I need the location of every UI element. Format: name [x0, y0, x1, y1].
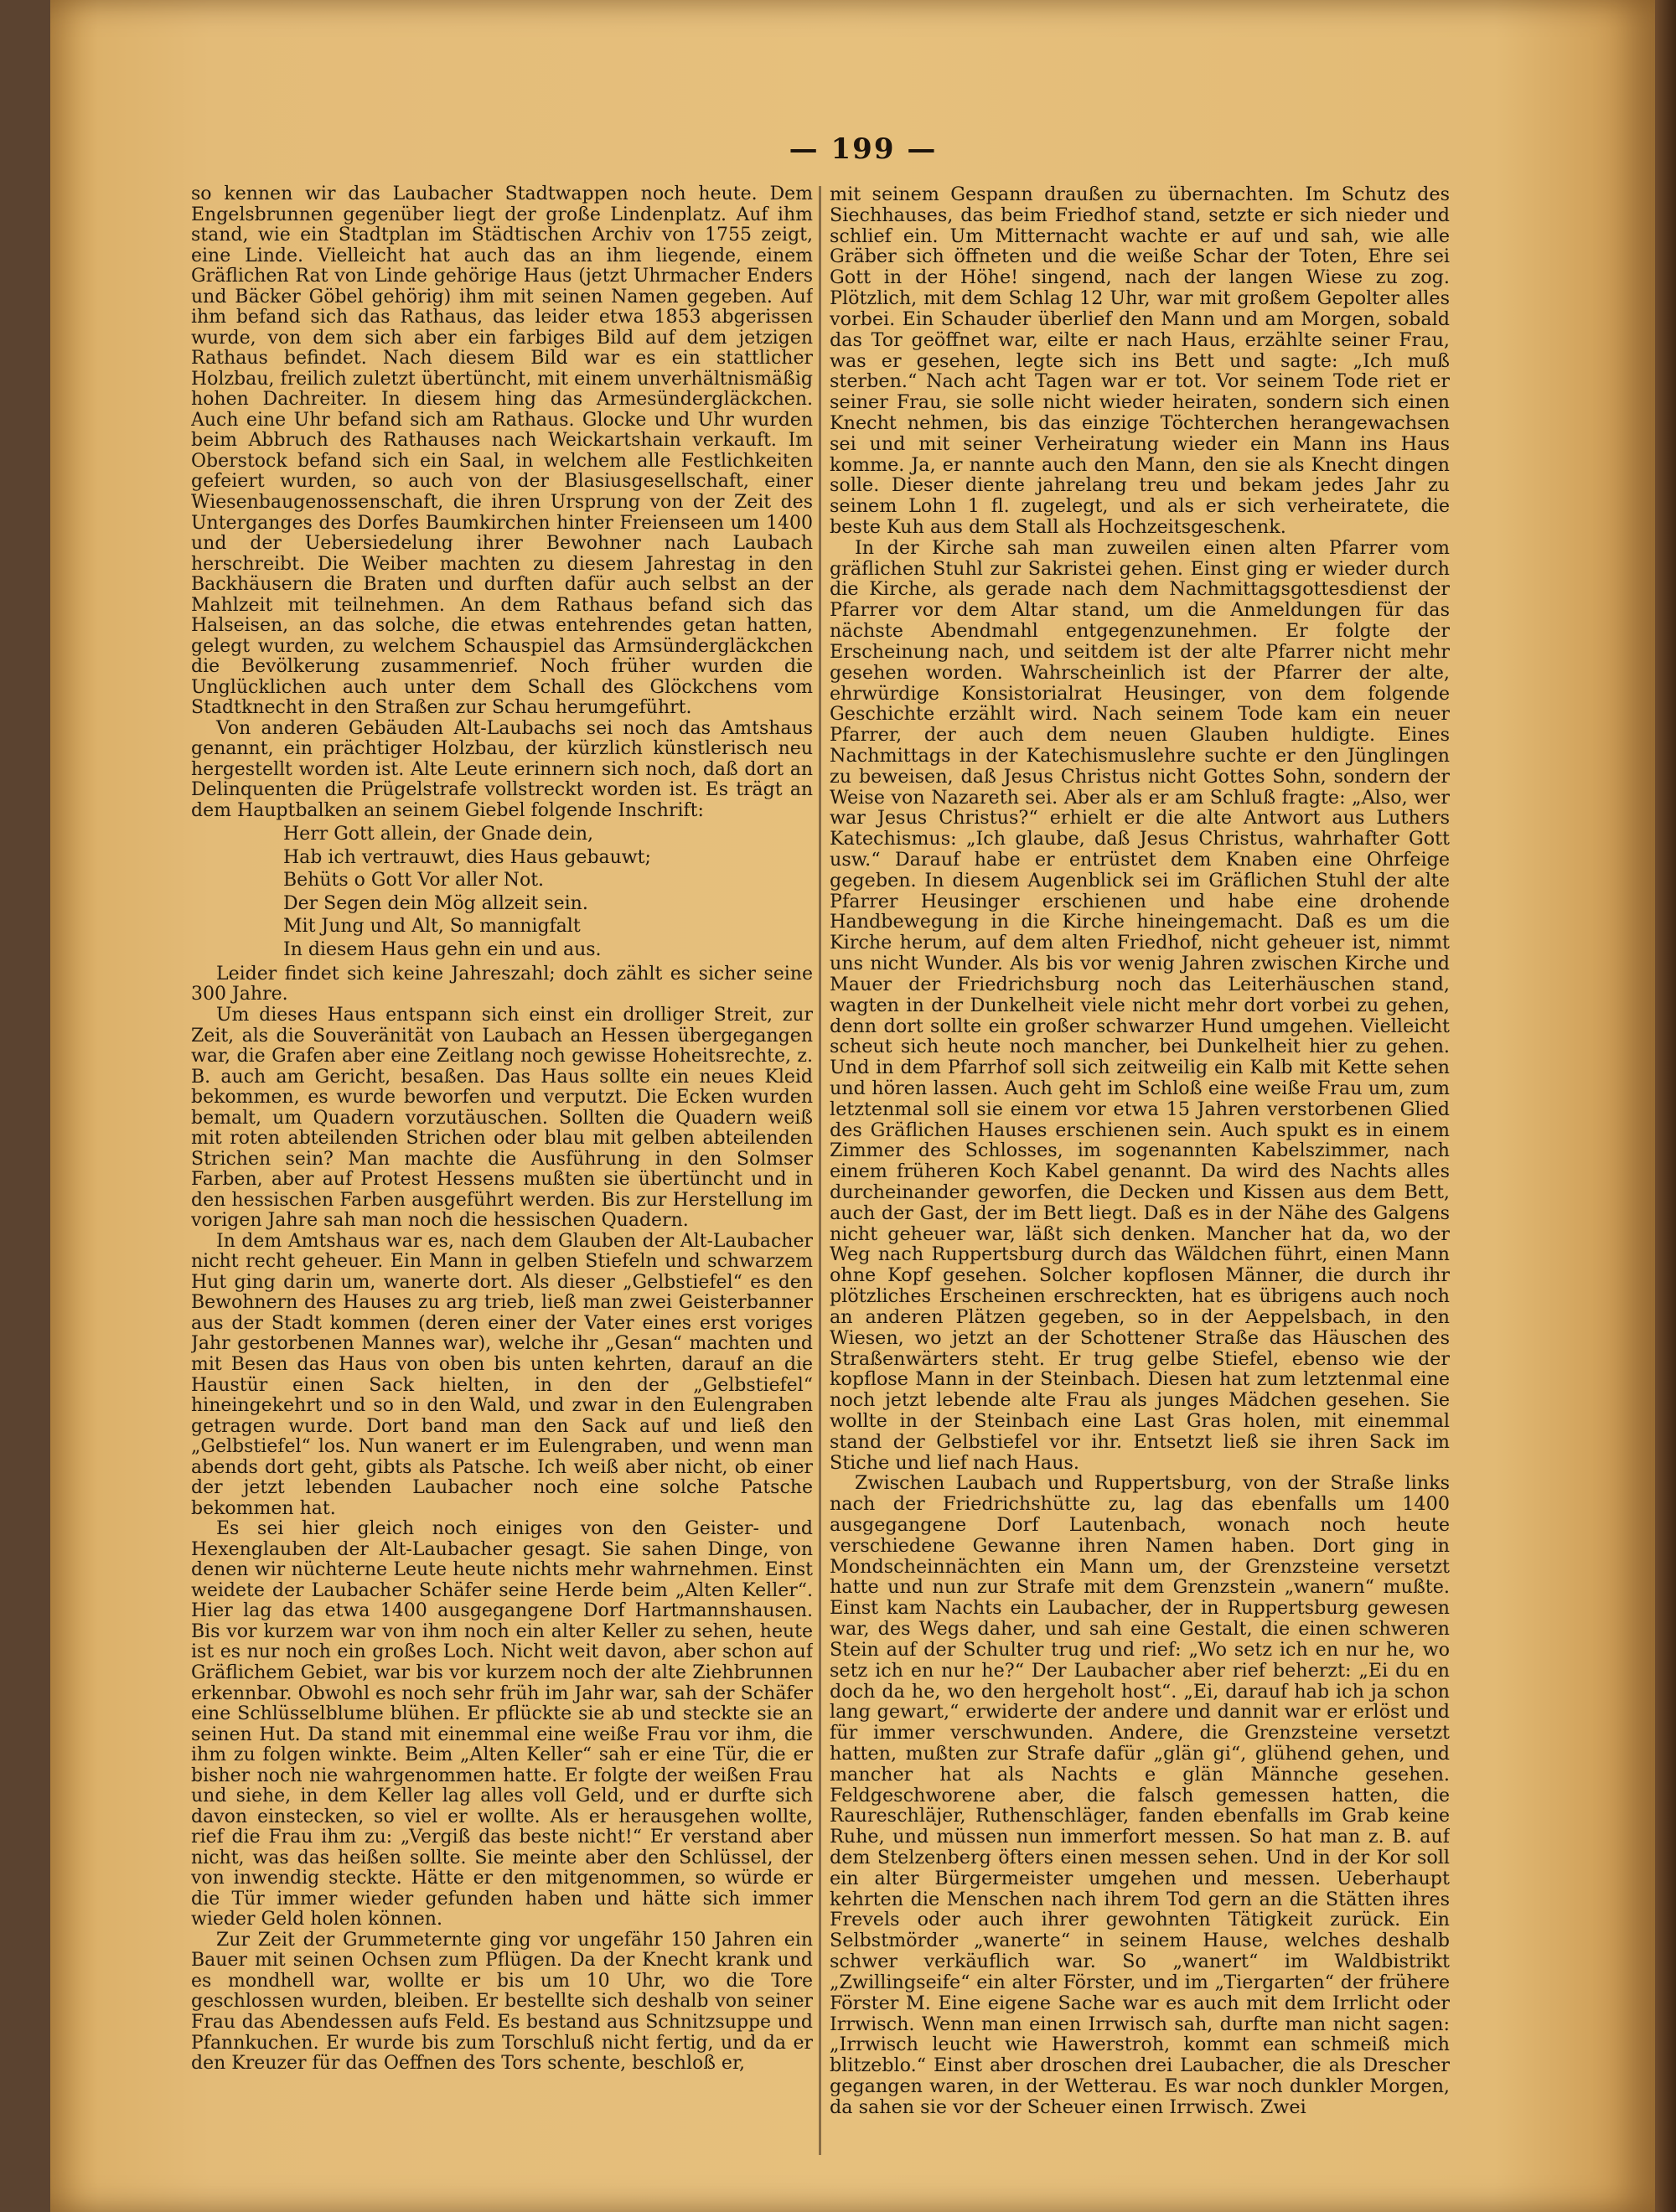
verse-line: Herr Gott allein, der Gnade dein,	[283, 824, 593, 845]
inscription-verse	[283, 823, 813, 960]
verse-line: In diesem Haus gehn ein und aus.	[283, 938, 602, 960]
paragraph: so kennen wir das Laubacher Stadtwappen noch heute. Dem Engelsbrunnen gegenüber liegt der große Lindenplatz. Auf ihm stand, wie ein Stadtplan im Städtischen Archiv von 1755 zeigt, eine Linde. Vielleicht hat auch das an ihm liegende, einem Gräflichen Rat von Linde gehörige Haus (jetzt Uhrmacher Enders und Bäcker Göbel gehörig) ihm mit seinen Namen gegeben. Auf ihm befand sich das Rathaus, das leider etwa 1853 abgerissen wurde, von dem sich aber ein farbiges Bild auf dem jetzigen Rathaus befindet. Nach diesem Bild war es ein stattlicher Holzbau, freilich zuletzt übertüncht, mit einem unverhältnismäßig hohen Dachreiter. In diesem hing das Armesündergläckchen. Auch eine Uhr befand sich am Rathaus. Glocke und Uhr wurden beim Abbruch des Rathauses nach Weickartshain verkauft. Im Oberstock befand sich ein Saal, in welchem alle Festlichkeiten gefeiert wurden, so auch von der Blasiusgesellschaft, einer Wiesenbaugenossenschaft, die ihren Ursprung von der Zeit des Unterganges des Dorfes Baumkirchen hinter Freienseen um 1400 und der Uebersiedelung ihrer Bewohner nach Laubach herschreibt. Die Weiber machten zu diesem Jahrestag in den Backhäusern die Braten und durften dafür auch selbst an der Mahlzeit mit teilnehmen. An dem Rathaus befand sich das Halseisen, an das solche, die etwas entehrendes getan hatten, gelegt wurden, zu welchem Schauspiel das Armsündergläckchen die Bevölkerung zusammenrief. Noch früher wurden die Unglücklichen auch unter dem Schall des Glöckchens vom Stadtknecht in den Straßen zur Schau herumgeführt.	[191, 184, 813, 719]
verse-line: Hab ich vertrauwt, dies Haus gebauwt;	[283, 846, 651, 868]
paragraph: mit seinem Gespann draußen zu übernachten. Im Schutz des Siechhauses, das beim Friedhof stand, setzte er sich nieder und schlief ein. Um Mitternacht wachte er auf und sah, wie alle Gräber sich öffneten und die weiße Schar der Toten, Ehre sei Gott in der Höhe! singend, nach der langen Wiese zu zog. Plötzlich, mit dem Schlag 12 Uhr, war mit großem Gepolter alles vorbei. Ein Schauder überlief den Mann und am Morgen, sobald das Tor geöffnet war, eilte er nach Haus, erzählte seiner Frau, was er gesehen, legte sich ins Bett und sagte: „Ich muß sterben.“ Nach acht Tagen war er tot. Vor seinem Tode riet er seiner Frau, sie solle nicht wieder heiraten, sondern sich einen Knecht nehmen, bis das einzige Töchterchen herangewachsen sei und mit seiner Verheiratung wieder ein Mann ins Haus komme. Ja, er nannte auch den Mann, den sie als Knecht dingen solle. Dieser diente jahrelang treu und bekam jedes Jahr zu seinem Lohn 1 fl. zugelegt, und als er sich verheiratete, die beste Kuh aus dem Stall als Hochzeitsgeschenk.	[830, 184, 1450, 538]
paragraph: Von anderen Gebäuden Alt-Laubachs sei noch das Amtshaus genannt, ein prächtiger Holzbau, der kürzlich künstlerisch neu hergestellt worden ist. Alte Leute erinnern sich noch, daß dort an Delinquenten die Prügelstrafe vollstreckt worden ist. Es trägt an dem Hauptbalken an seinem Giebel folgende Inschrift:	[191, 717, 813, 821]
paragraph: Zwischen Laubach und Ruppertsburg, von der Straße links nach der Friedrichshütte zu, lag das ebenfalls um 1400 ausgegangene Dorf Lautenbach, wonach noch heute verschiedene Gewanne ihren Namen haben. Dort ging in Mondscheinnächten ein Mann um, der Grenzsteine versetzt hatte und nun zur Strafe mit dem Grenzstein „wanern“ mußte. Einst kam Nachts ein Laubacher, der in Ruppertsburg gewesen war, des Wegs daher, und sah eine Gestalt, die einen schweren Stein auf der Schulter trug und rief: „Wo setz ich en nur he, wo setz ich en nur he?“ Der Laubacher aber rief beherzt: „Ei du en doch da he, wo den hergeholt host“. „Ei, darauf hab ich ja schon lang gewart,“ erwiderte der andere und dannit war er erlöst und für immer verschwunden. Andere, die Grenzsteine versetzt hatten, mußten zur Strafe dafür „glän gi“, glühend gehen, und mancher hat als Nachts e glän Männche gesehen. Feldgeschworene aber, die falsch gemessen hatten, die Raureschläjer, Ruthenschläger, fanden ebenfalls im Grab keine Ruhe, und müssen nun immerfort messen. So hat man z. B. auf dem Stelzenberg öfters einen messen sehen. Und in der Kor soll ein alter Bürgermeister umgehen und messen. Ueberhaupt kehrten die Menschen nach ihrem Tod gern an die Stätten ihres Frevels oder auch ihrer gewohnten Tätigkeit zurück. Ein Selbstmörder „wanerte“ in seinem Hause, welches deshalb schwer verkäuflich war. So „wanert“ im Waldbistrikt „Zwillingseife“ ein alter Förster, und im „Tiergarten“ der frühere Förster M. Eine eigene Sache war es auch mit dem Irrlicht oder Irrwisch. Wenn man einen Irrwisch sah, durfte man nicht sagen: „Irrwisch leucht wie Hawerstroh, kommt ean schmeiß mich blitzeblo.“ Einst aber droschen drei Laubacher, die als Drescher gegangen waren, in der Wetterau. Es war noch dunkler Morgen, da sahen sie vor der Scheuer einen Irrwisch. Zwei	[830, 1472, 1450, 2118]
column-divider	[819, 186, 821, 2155]
verse-line: Der Segen dein Mög allzeit sein.	[283, 892, 588, 914]
right-column	[830, 184, 1450, 2153]
paragraph: In der Kirche sah man zuweilen einen alten Pfarrer vom gräflichen Stuhl zur Sakristei gehen. Einst ging er wieder durch die Kirche, als gerade nach dem Nachmittagsgottesdienst der Pfarrer vor dem Altar stand, um die Anmeldungen für das nächste Abendmahl entgegenzunehmen. Er folgte der Erscheinung nach, und seitdem ist der alte Pfarrer nicht mehr gesehen worden. Wahrscheinlich ist der Pfarrer der alte, ehrwürdige Konsistorialrat Heusinger, von dem folgende Geschichte erzählt wird. Nach seinem Tode kam ein neuer Pfarrer, der auch dem neuen Glauben huldigte. Eines Nachmittags in der Katechismuslehre suchte er den Jünglingen zu beweisen, daß Jesus Christus nicht Gottes Sohn, sondern der Weise von Nazareth sei. Aber als er am Schluß fragte: „Also, wer war Jesus Christus?“ erhielt er die alte Antwort aus Luthers Katechismus: „Ich glaube, daß Jesus Christus, wahrhafter Gott usw.“ Darauf habe er entrüstet dem Knaben eine Ohrfeige gegeben. In diesem Augenblick sei im Gräflichen Stuhl der alte Pfarrer Heusinger erschienen und habe eine drohende Handbewegung in die Kirche hineingemacht. Daß es um die Kirche herum, auf dem alten Friedhof, nicht geheuer ist, nimmt uns nicht Wunder. Als bis vor wenig Jahren zwischen Kirche und Mauer der Friedrichsburg noch das Leiterhäuschen stand, wagten in der Dunkelheit viele nicht mehr dort vorbei zu gehen, denn dort sollte ein großer schwarzer Hund umgehen. Vielleicht scheut sich heute noch mancher, bei Dunkelheit hier zu gehen. Und in dem Pfarrhof soll sich zeitweilig ein Kalb mit Kette sehen und hören lassen. Auch geht im Schloß eine weiße Frau um, zum letztenmal soll sie einem vor etwa 15 Jahren verstorbenen Glied des Gräflichen Hauses erschienen sein. Auch spukt es in einem Zimmer des Schlosses, im sogenannten Kabelszimmer, nach einem früheren Koch Kabel genannt. Da wird des Nachts alles durcheinander geworfen, die Decken und Kissen aus dem Bett, auch der Gast, der im Bett liegt. Daß es in der Nähe des Galgens nicht geheuer war, läßt sich denken. Mancher hat da, wo der Weg nach Ruppertsburg durch das Wäldchen führt, einen Mann ohne Kopf gesehen. Solcher kopflosen Männer, die durch ihr plötzliches Erscheinen erschreckten, hat es übrigens auch noch an anderen Plätzen gegeben, so in der Aeppelsbach, in den Wiesen, wo jetzt an der Schottener Straße das Häuschen des Straßenwärters steht. Er trug gelbe Stiefel, ebenso wie der kopflose Mann in der Steinbach. Diesen hat zum letztenmal eine noch jetzt lebende alte Frau als junges Mädchen gesehen. Sie wollte in der Steinbach eine Last Gras holen, mit einemmal stand der Gelbstiefel vor ihr. Entsetzt ließ sie ihren Sack im Stiche und lief nach Haus.	[830, 536, 1450, 1474]
paragraph: Um dieses Haus entspann sich einst ein drolliger Streit, zur Zeit, als die Souveränität von Laubach an Hessen übergegangen war, die Grafen aber eine Zeitlang noch gewisse Hoheitsrechte, z. B. auch am Gericht, besaßen. Das Haus sollte ein neues Kleid bekommen, es wurde beworfen und verputzt. Die Ecken wurden bemalt, um Quadern vorzutäuschen. Sollten die Quadern weiß mit roten abteilenden Strichen oder blau mit gelben abteilenden Strichen sein? Man machte die Ausführung in den Solmser Farben, aber auf Protest Hessens mußten sie übertüncht und in den hessischen Farben ausgeführt werden. Bis zur Herstellung im vorigen Jahre sah man noch die hessischen Quadern.	[191, 1004, 813, 1232]
paragraph: Es sei hier gleich noch einiges von den Geister- und Hexenglauben der Alt-Laubacher gesagt. Sie sahen Dinge, von denen wir nüchterne Leute heute nichts mehr wahrnehmen. Einst weidete der Laubacher Schäfer seine Herde beim „Alten Keller“. Hier lag das etwa 1400 ausgegangene Dorf Hartmannshausen. Bis vor kurzem war von ihm noch ein alter Keller zu sehen, heute ist es nur noch ein großes Loch. Nicht weit davon, aber schon auf Gräflichem Gebiet, war bis vor kurzem noch der alte Ziehbrunnen erkennbar. Obwohl es noch sehr früh im Jahr war, sah der Schäfer eine Schlüsselblume blühen. Er pflückte sie ab und steckte sie an seinen Hut. Da stand mit einemmal eine weiße Frau vor ihm, die ihm zu folgen winkte. Beim „Alten Keller“ sah er eine Tür, die er bisher noch nie wahrgenommen hatte. Er folgte der weißen Frau und siehe, in dem Keller lag alles voll Geld, und er durfte sich davon einstecken, so viel er wollte. Als er herausgehen wollte, rief die Frau ihm zu: „Vergiß das beste nicht!“ Er verstand aber nicht, was das heißen sollte. Sie meinte aber den Schlüssel, der von inwendig steckte. Hätte er den mitgenommen, so würde er die Tür immer wieder gefunden haben und hätte sich immer wieder Geld holen können.	[191, 1518, 813, 1930]
book-edge	[1655, 0, 1676, 2212]
left-column	[191, 184, 813, 2153]
paragraph: Zur Zeit der Grummeternte ging vor ungefähr 150 Jahren ein Bauer mit seinen Ochsen zum Pflügen. Da der Knecht krank und es mondhell war, wollte er bis um 10 Uhr, wo die Tore geschlossen wurden, bleiben. Er bestellte sich deshalb von seiner Frau das Abendessen aufs Feld. Es bestand aus Schnitzsuppe und Pfannkuchen. Er wurde bis zum Torschluß nicht fertig, und da er den Kreuzer für das Oeffnen des Tors schente, beschloß er,	[191, 1929, 813, 2075]
paragraph: Leider findet sich keine Jahreszahl; doch zählt es sicher seine 300 Jahre.	[191, 963, 813, 1005]
paragraph: In dem Amtshaus war es, nach dem Glauben der Alt-Laubacher nicht recht geheuer. Ein Mann in gelben Stiefeln und schwarzem Hut ging darin um, wanerte dort. Als dieser „Gelbstiefel“ es den Bewohnern des Hauses zu arg trieb, ließ man zwei Geisterbanner aus der Stadt kommen (deren einer der Vater eines erst voriges Jahr gestorbenen Mannes war), welche ihr „Gesan“ machten und mit Besen das Haus von oben bis unten kehrten, darauf an die Haustür einen Sack hielten, in den der „Gelbstiefel“ hineingekehrt und so in den Wald, und zwar in den Eulengraben getragen wurde. Dort band man den Sack auf und ließ den „Gelbstiefel“ los. Nun wanert er im Eulengraben, und wenn man abends dort geht, gibts als Patsche. Ich weiß aber nicht, ob einer der jetzt lebenden Laubacher noch eine solche Patsche bekommen hat.	[191, 1230, 813, 1519]
verse-line: Mit Jung und Alt, So mannigfalt	[283, 916, 581, 938]
page-number: — 199 —	[789, 132, 938, 166]
verse-line: Behüts o Gott Vor aller Not.	[283, 870, 545, 892]
